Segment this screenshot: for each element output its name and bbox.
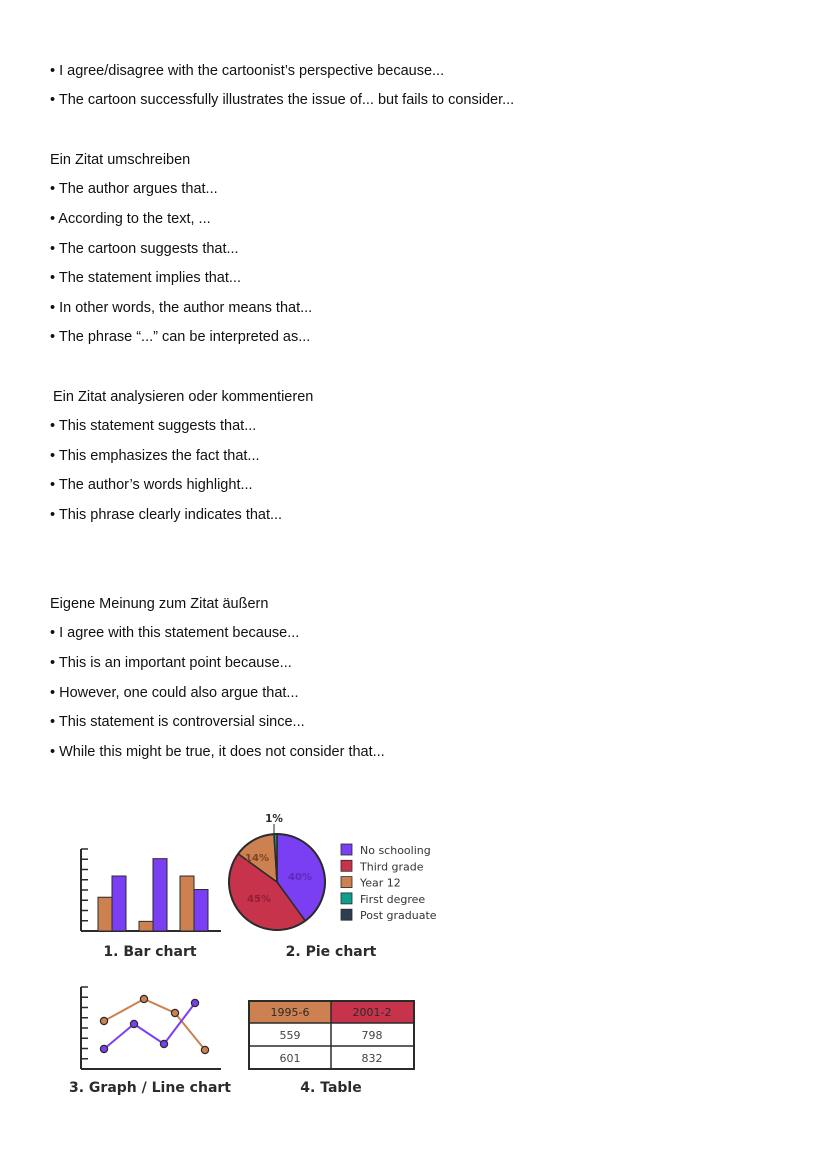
legend-label: First degree: [360, 892, 426, 906]
line-point: [100, 1045, 107, 1052]
list-item: • This is an important point because...: [50, 655, 292, 671]
list-item: • I agree with this statement because...: [50, 625, 300, 641]
list-item: • The author argues that...: [50, 181, 218, 197]
line-point: [130, 1020, 137, 1027]
legend-swatch: [341, 909, 352, 920]
list-item: • While this might be true, it does not consider that...: [50, 744, 385, 760]
list-item: • In other words, the author means that...: [50, 300, 313, 316]
bar: [153, 859, 167, 931]
table-cell: 559: [279, 1029, 301, 1042]
list-item: • This statement is controversial since...: [50, 714, 305, 730]
line-series-path: [104, 1003, 195, 1049]
table-column-header: 1995-6: [270, 1006, 310, 1019]
list-item: • However, one could also argue that...: [50, 685, 299, 701]
line-point: [171, 1009, 178, 1016]
bar: [194, 890, 208, 931]
table-cell: 601: [279, 1052, 301, 1065]
section-heading-analyse: Ein Zitat analysieren oder kommentieren: [53, 389, 314, 405]
pie-label-no-schooling: 40%: [288, 872, 312, 883]
line-series-path: [104, 999, 205, 1050]
pie-chart: [229, 813, 437, 960]
line-chart: [69, 987, 231, 1096]
list-item: • The cartoon suggests that...: [50, 241, 239, 257]
list-item: • The statement implies that...: [50, 270, 241, 286]
bar: [112, 876, 126, 931]
section-heading-opinion: Eigene Meinung zum Zitat äußern: [50, 596, 269, 612]
line-chart-caption: 3. Graph / Line chart: [69, 1080, 231, 1096]
pie-chart-caption: 2. Pie chart: [285, 944, 377, 960]
table-column-header: 2001-2: [352, 1006, 392, 1019]
list-item: • This phrase clearly indicates that...: [50, 507, 283, 523]
bar-chart-bars: [98, 859, 208, 931]
bar: [180, 876, 194, 931]
legend-swatch: [341, 893, 352, 904]
line-point: [201, 1046, 208, 1053]
pie-label-third-grade: 45%: [247, 894, 271, 905]
list-item: • This emphasizes the fact that...: [50, 448, 260, 464]
list-item: • According to the text, ...: [50, 211, 211, 227]
pie-label-first-degree: 1%: [265, 813, 283, 825]
list-item: • The phrase “...” can be interpreted as...: [50, 329, 311, 345]
legend-label: Post graduate: [360, 909, 437, 923]
line-point: [191, 999, 198, 1006]
list-item: • I agree/disagree with the cartoonist’s perspective because...: [50, 63, 445, 79]
table-caption: 4. Table: [300, 1080, 362, 1096]
line-point: [100, 1017, 107, 1024]
legend-swatch: [341, 877, 352, 888]
legend-label: No schooling: [360, 844, 431, 857]
table-cell: 832: [361, 1052, 383, 1065]
list-item: • This statement suggests that...: [50, 418, 257, 434]
table-chart: [249, 1001, 414, 1096]
section-heading-paraphrase: Ein Zitat umschreiben: [50, 152, 191, 168]
list-item: • The cartoon successfully illustrates the issue of... but fails to consider...: [50, 92, 515, 108]
pie-label-year-12: 14%: [245, 853, 269, 864]
line-chart-series: [100, 995, 208, 1053]
legend-swatch: [341, 860, 352, 871]
legend-swatch: [341, 844, 352, 855]
legend-label: Third grade: [360, 860, 424, 874]
bar: [139, 921, 153, 931]
pie-chart-legend: [341, 844, 437, 922]
line-chart-axes: [81, 987, 221, 1069]
list-item: • The author’s words highlight...: [50, 477, 253, 493]
bar: [98, 897, 112, 931]
line-point: [160, 1040, 167, 1047]
bar-chart-caption: 1. Bar chart: [103, 944, 197, 960]
table-cell: 798: [361, 1029, 383, 1042]
bar-chart: [81, 849, 221, 960]
line-point: [140, 995, 147, 1002]
legend-label: Year 12: [360, 876, 401, 890]
